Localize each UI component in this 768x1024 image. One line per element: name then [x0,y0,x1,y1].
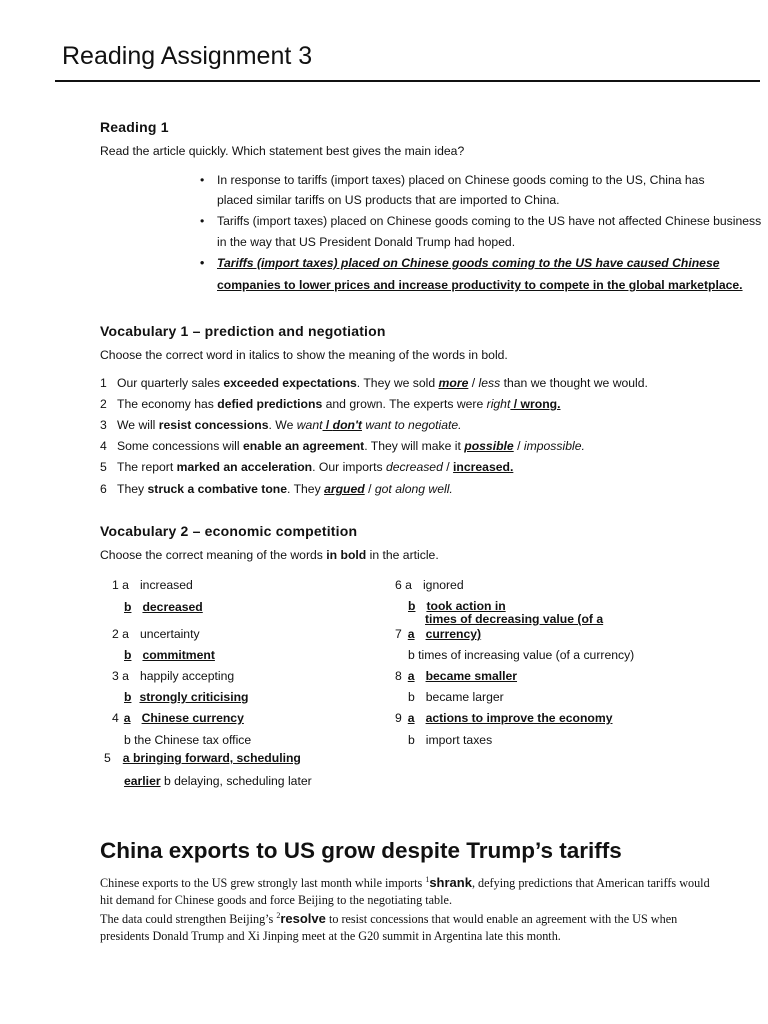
vocab2-q1-b: b decreased [124,600,203,614]
bullet: • [200,214,205,228]
vocab2-q4-a: 4 a Chinese currency [112,711,244,725]
article-paragraph-1: Chinese exports to the US grew strongly last month while imports $^1$shrank, defying predictions that American tariffs would hit demand for Chinese goods and force Beijing to the negotiating table. [100,874,710,907]
title-rule [55,80,760,82]
article-paragraph-2: The data could strengthen Beijing’s $^2$resolve to resist concessions that would enable an agreement with the US when presidents Donald Trump and Xi Jinping meet at the G20 summit in Argentina late this month. [100,910,678,943]
vocab2-q8-a: 8 a became smaller [395,669,518,683]
vocab1-item-6: 6 They struck a combative tone. They argued / got along well. [100,482,453,496]
vocab1-heading: Vocabulary 1 – prediction and negotiation [100,323,386,339]
vocab2-q2-a: 2 a uncertainty [112,627,200,641]
vocab2-q9-a: 9 a actions to improve the economy [395,711,613,725]
vocab1-item-4: 4 Some concessions will enable an agreement. They will make it possible / impossible. [100,439,585,453]
bullet: • [200,256,205,270]
vocab2-q9-b: b import taxes [408,733,493,747]
vocab2-q8-b: b became larger [408,690,504,704]
vocab2-q4-b: b the Chinese tax office [124,733,252,747]
article-title: China exports to US grow despite Trump’s tariffs [100,838,622,863]
vocab2-q5-b: earlier b delaying, scheduling later [124,774,312,788]
vocab2-q7-b: b times of increasing value (of a currency) [408,648,635,662]
vocab2-q2-b: b commitment [124,648,215,662]
vocab2-q3-b: b strongly criticising [124,690,249,704]
vocab2-q3-a: 3 a happily accepting [112,669,235,683]
vocab2-heading: Vocabulary 2 – economic competition [100,523,358,539]
vocab1-item-5: 5 The report marked an acceleration. Our imports decreased / increased. [100,460,514,474]
vocab1-instruction: Choose the correct word in italics to show the meaning of the words in bold. [100,348,508,362]
vocab1-item-2: 2 The economy has defied predictions and grown. The experts were right / wrong. [100,397,561,411]
reading1-heading: Reading 1 [100,119,169,135]
vocab2-q6-b: b took action in times of decreasing value (of a [408,599,604,626]
vocab2-q6-a: 6 a ignored [395,578,464,592]
page-title: Reading Assignment 3 [62,42,313,70]
vocab1-item-3: 3 We will resist concessions. We want / don't want to negotiate. [100,418,462,432]
reading1-instruction: Read the article quickly. Which statement best gives the main idea? [100,144,465,158]
vocab2-q5-a: 5 a bringing forward, scheduling [104,751,301,765]
vocab2-q7-a: 7 a currency) [395,627,482,641]
vocab2-q1-a: 1 a increased [112,578,193,592]
vocab1-item-1: 1 Our quarterly sales exceeded expectations. They we sold more / less than we thought we would. [100,376,648,390]
bullet: • [200,173,205,187]
vocab2-instruction: Choose the correct meaning of the words in bold in the article. [100,548,439,562]
